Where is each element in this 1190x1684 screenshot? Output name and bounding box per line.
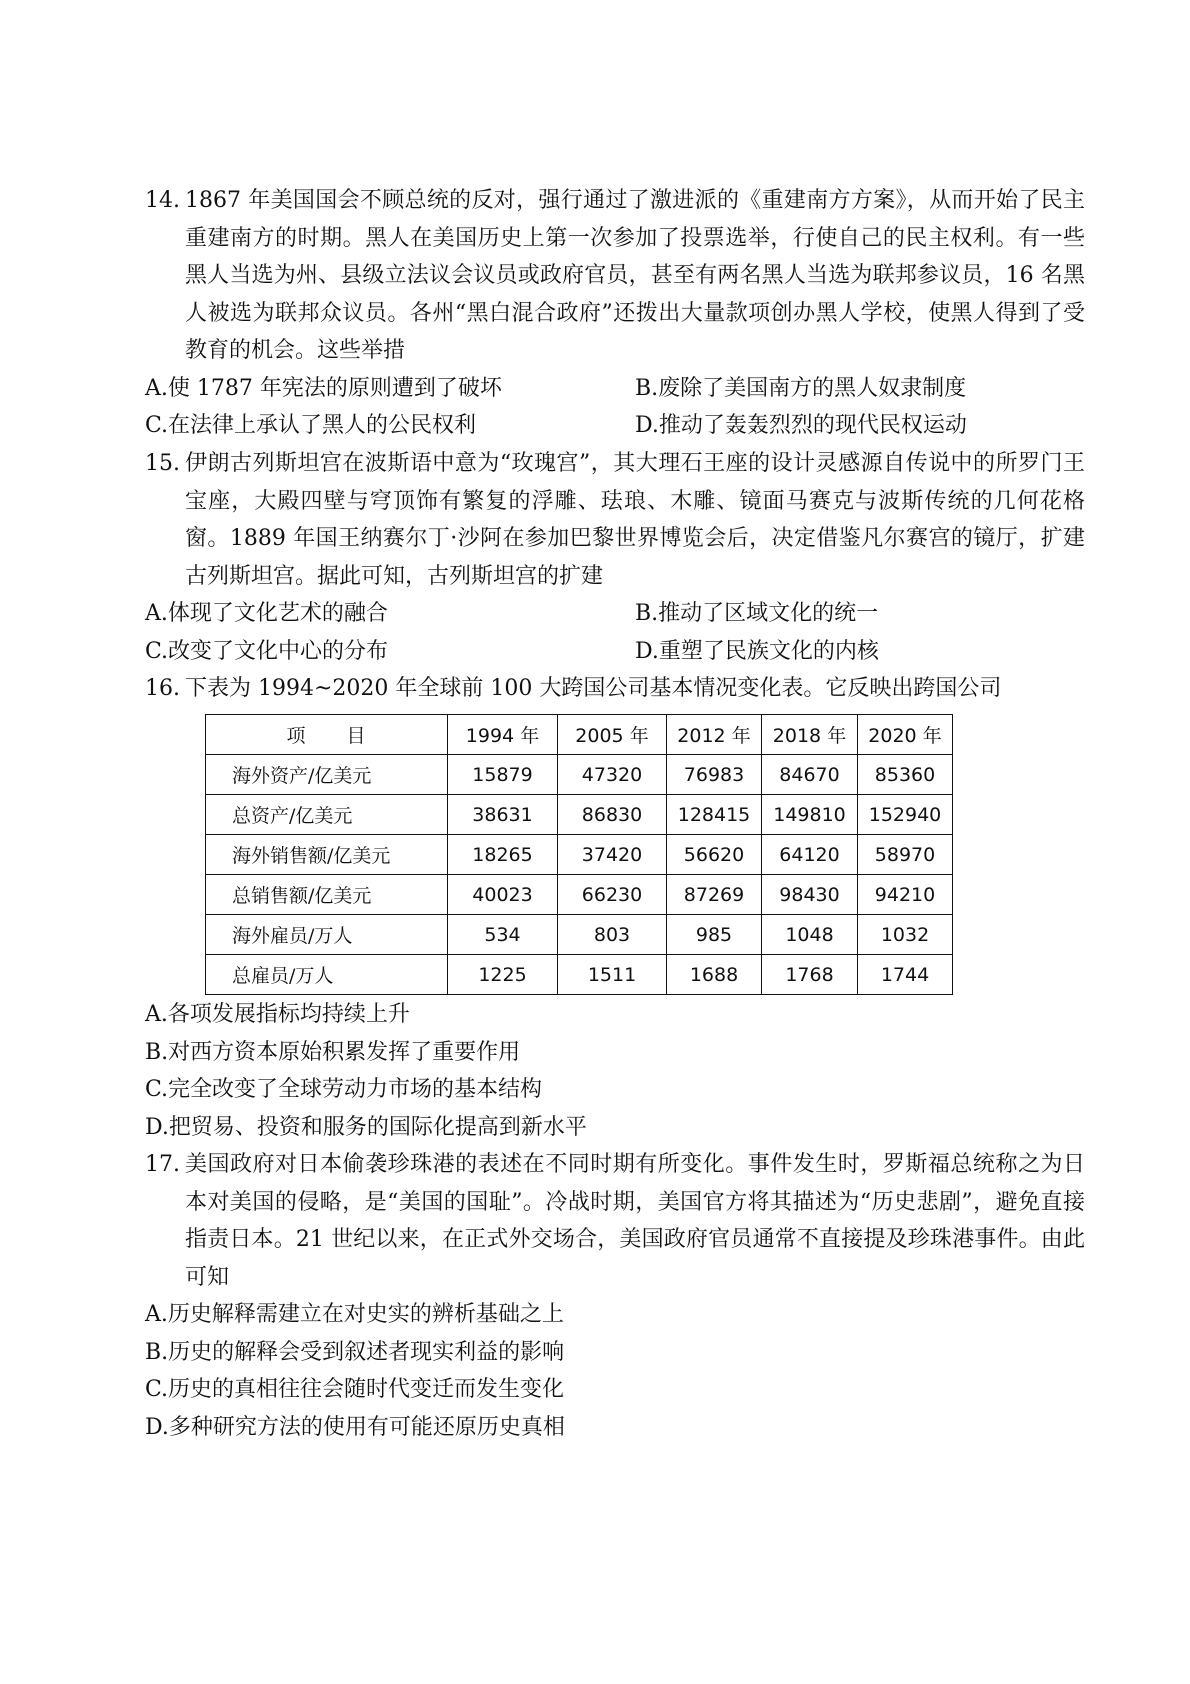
table-row-label: 海外雇员/万人 (206, 915, 448, 955)
table-header-cell: 1994 年 (448, 715, 558, 755)
table-cell: 15879 (448, 755, 558, 795)
question-14-option-d[interactable]: D.推动了轰轰烈烈的现代民权运动 (635, 413, 967, 438)
question-17-option-b[interactable]: B.历史的解释会受到叙述者现实利益的影响 (145, 1339, 565, 1365)
question-15-option-d[interactable]: D.重塑了民族文化的内核 (635, 638, 879, 664)
table-cell: 38631 (448, 795, 558, 835)
table-cell: 40023 (448, 875, 558, 915)
table-header-cell: 2020 年 (858, 715, 953, 755)
question-17-option-d[interactable]: D.多种研究方法的使用有可能还原历史真相 (145, 1414, 565, 1440)
table-row (206, 915, 953, 955)
table-cell: 66230 (558, 875, 667, 915)
question-14 (145, 182, 1085, 445)
question-16-number: 16. (145, 676, 180, 701)
table-cell: 56620 (667, 835, 762, 875)
table-cell: 1048 (762, 915, 858, 955)
table-header-cell: 2012 年 (667, 715, 762, 755)
question-17 (145, 1146, 1085, 1446)
question-14-options (145, 370, 1085, 445)
table-cell: 85360 (858, 755, 953, 795)
question-16-options (145, 996, 1085, 1146)
question-14-option-a[interactable]: A.使 1787 年宪法的原则遭到了破坏 (145, 375, 502, 401)
table-header-cell: 2005 年 (558, 715, 667, 755)
question-16-options-block (145, 996, 1085, 1146)
table-cell: 1511 (558, 955, 667, 995)
table-cell: 76983 (667, 755, 762, 795)
question-14-number: 14. (145, 188, 180, 213)
question-17-text: 美国政府对日本偷袭珍珠港的表述在不同时期有所变化。事件发生时，罗斯福总统称之为日本对美国的侵略，是“美国的国耻”。冷战时期，美国官方将其描述为“历史悲剧”，避免直接指责日本。21 世纪以来，在正式外交场合，美国政府官员通常不直接提及珍珠港事件。由此可知 (185, 1152, 1085, 1290)
question-17-option-c[interactable]: C.历史的真相往往会随时代变迁而发生变化 (145, 1377, 565, 1402)
question-15 (145, 445, 1085, 670)
table-row-label: 总销售额/亿美元 (206, 875, 448, 915)
table-cell: 1225 (448, 955, 558, 995)
table-cell: 534 (448, 915, 558, 955)
table-row (206, 795, 953, 835)
question-16-option-d[interactable]: D.把贸易、投资和服务的国际化提高到新水平 (145, 1114, 587, 1140)
table-row-label: 海外销售额/亿美元 (206, 835, 448, 875)
question-15-number: 15. (145, 451, 180, 476)
table-cell: 18265 (448, 835, 558, 875)
table-row (206, 835, 953, 875)
table-row-label: 总雇员/万人 (206, 955, 448, 995)
table-cell: 1688 (667, 955, 762, 995)
table-cell: 803 (558, 915, 667, 955)
question-16-text: 下表为 1994~2020 年全球前 100 大跨国公司基本情况变化表。它反映出跨国公司 (185, 676, 1002, 701)
table-cell: 128415 (667, 795, 762, 835)
question-17-options (145, 1296, 1085, 1446)
table-cell: 94210 (858, 875, 953, 915)
table-cell: 86830 (558, 795, 667, 835)
table-row (206, 755, 953, 795)
question-14-option-c[interactable]: C.在法律上承认了黑人的公民权利 (145, 413, 477, 438)
table-cell: 58970 (858, 835, 953, 875)
table-cell: 87269 (667, 875, 762, 915)
multinational-stats-table (205, 714, 953, 995)
table-cell: 1032 (858, 915, 953, 955)
question-16 (145, 670, 1085, 708)
question-17-option-a[interactable]: A.历史解释需建立在对史实的辨析基础之上 (145, 1302, 564, 1327)
question-15-options (145, 595, 1085, 670)
question-14-stem (145, 182, 1085, 370)
table-cell: 47320 (558, 755, 667, 795)
question-16-stem (145, 670, 1085, 708)
table-cell: 1768 (762, 955, 858, 995)
table-cell: 37420 (558, 835, 667, 875)
question-16-option-a[interactable]: A.各项发展指标均持续上升 (145, 1002, 410, 1027)
question-15-option-c[interactable]: C.改变了文化中心的分布 (145, 638, 389, 664)
question-17-stem (145, 1146, 1085, 1296)
table-cell: 64120 (762, 835, 858, 875)
table-row-label: 海外资产/亿美元 (206, 755, 448, 795)
table-row-label: 总资产/亿美元 (206, 795, 448, 835)
table-cell: 1744 (858, 955, 953, 995)
question-15-option-a[interactable]: A.体现了文化艺术的融合 (145, 601, 388, 626)
question-14-text: 1867 年美国国会不顾总统的反对，强行通过了激进派的《重建南方方案》，从而开始了民主重建南方的时期。黑人在美国历史上第一次参加了投票选举，行使自己的民主权利。有一些黑人当选为州、县级立法议会议员或政府官员，甚至有两名黑人当选为联邦参议员，16 名黑人被选为联邦众议员。各州“黑白混合政府”还拨出大量款项创办黑人学校，使黑人得到了受教育的机会。这些举措 (185, 188, 1085, 363)
question-17-number: 17. (145, 1152, 180, 1177)
table-row (206, 875, 953, 915)
table-cell: 149810 (762, 795, 858, 835)
question-15-stem (145, 445, 1085, 595)
question-16-option-b[interactable]: B.对西方资本原始积累发挥了重要作用 (145, 1039, 521, 1065)
question-15-option-b[interactable]: B.推动了区域文化的统一 (635, 601, 879, 626)
table-cell: 152940 (858, 795, 953, 835)
table-header-row (206, 715, 953, 755)
question-15-text: 伊朗古列斯坦宫在波斯语中意为“玫瑰宫”，其大理石王座的设计灵感源自传说中的所罗门王宝座，大殿四壁与穹顶饰有繁复的浮雕、珐琅、木雕、镜面马赛克与波斯传统的几何花格窗。1889 年国王纳赛尔丁·沙阿在参加巴黎世界博览会后，决定借鉴凡尔赛宫的镜厅，扩建古列斯坦宫。据此可知，古列斯坦宫的扩建 (185, 451, 1085, 589)
question-14-option-b[interactable]: B.废除了美国南方的黑人奴隶制度 (635, 375, 967, 401)
table-header-cell: 项 目 (206, 715, 448, 755)
table-header-cell: 2018 年 (762, 715, 858, 755)
table-cell: 84670 (762, 755, 858, 795)
table-row (206, 955, 953, 995)
table-cell: 985 (667, 915, 762, 955)
table-cell: 98430 (762, 875, 858, 915)
question-16-option-c[interactable]: C.完全改变了全球劳动力市场的基本结构 (145, 1077, 543, 1102)
